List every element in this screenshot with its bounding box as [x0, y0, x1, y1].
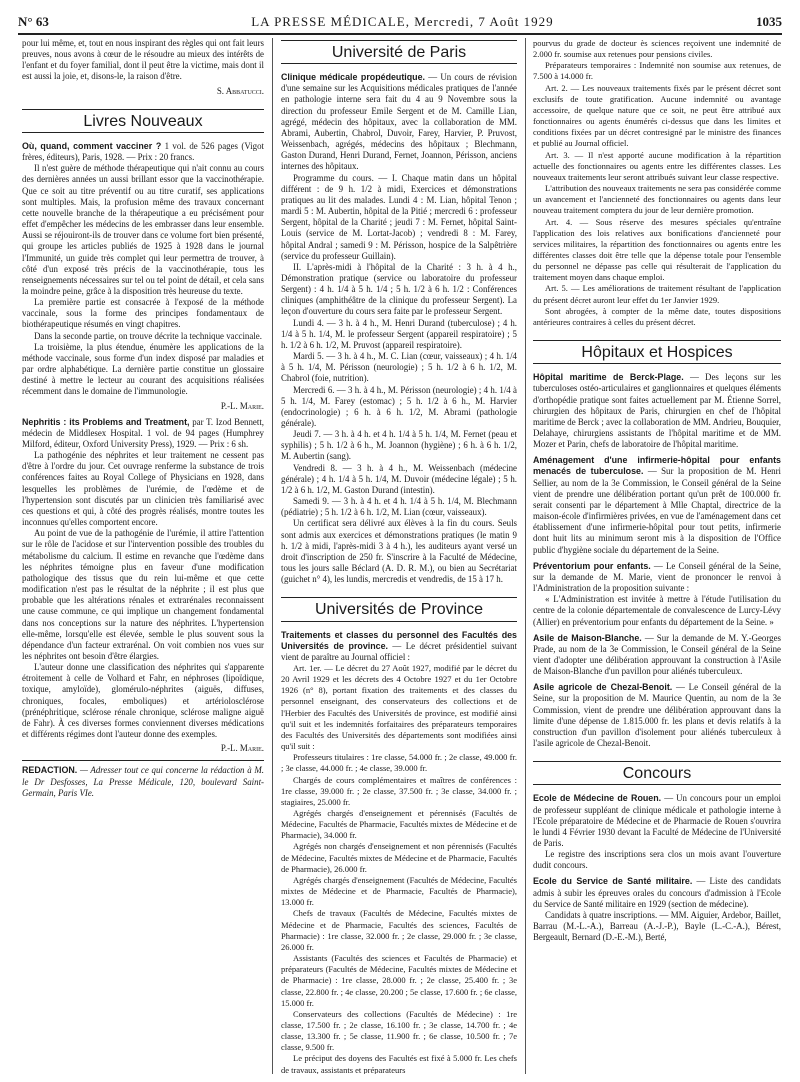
review-paragraph: Il n'est guère de méthode thérapeutique qui n'ait connu au cours des dernières années un aussi brillant essor que la vaccinothérapie. Que ce soit au titre préventif ou au titre curatif, ses applications sont multiples. Mais, la profusion même des travaux concernant cette nouvelle branche de la thérapeutique a eu précisément pour effet d'empêcher les médecins de les embrasser dans leur ensemble. Aussi se réjouiront-ils de trouver dans ce volume fort bien présenté, qui groupe les articles publiés de 1925 à 1928 dans le journal l'Immunité, un guide très complet qui leur permettra de trouver, à côté d'un exposé très précis de la vaccinothérapie, tous les renseignements nécessaires sur tel ou tel point de détail, et cela sans la moindre peine, grâce à la disposition très heureuse du texte.	[22, 163, 264, 296]
column-divider	[272, 38, 273, 1074]
notice-paragraph: Un certificat sera délivré aux élèves à la fin du cours. Seuls sont admis aux exercices et démonstrations pratiques (le matin 9 h. 1/2 à midi, l'après-midi 3 à 4 h.), les auditeurs ayant versé un droit d'inscription de 250 fr. S'inscrire à la Faculté de Médecine, tous les jours salle Béclard (A. D. R. M.), ou bien au Secrétariat (guichet n° 4), les lundis, mercredis et vendredis, de 15 à 17 h.	[281, 518, 517, 585]
review-paragraph: Dans la seconde partie, on trouve décrite la technique vaccinale.	[34, 330, 262, 341]
notice-text: — Liste des candidats admis à subir les épreuves orales du concours d'admission à l'Ecole du Service de Santé militaire en 1929 (section de médecine).	[533, 876, 781, 909]
decree-paragraph: Conservateurs des collections (Facultés de Médecine) : 1re classe, 17.500 fr. ; 2e classe, 16.100 fr. ; 3e classe, 14.700 fr. ; 4e classe, 13.300 fr. ; 5e classe, 11.900 fr. ; 6e classe, 10.500 fr. ; 7e classe, 9.500 fr.	[281, 1008, 517, 1053]
column-divider	[525, 38, 526, 1074]
schedule-entry: Vendredi 8. — 3 h. à 4 h., M. Weissenbach (médecine générale) ; 4 h. 1/4 à 5 h. 1/4, M. Duvoir (médecine légale) ; 5 h. 1/2 à 6 h. 1/2, M. Gaston Durand (intestin).	[281, 462, 517, 495]
notice-rouen	[533, 793, 781, 849]
redaction-label: REDACTION.	[22, 765, 78, 776]
decree-paragraph: Le préciput des doyens des Facultés est fixé à 5.000 fr. Les chefs de travaux, assistants et préparateurs	[281, 1053, 517, 1074]
notice-text: — Le Conseil général de la Seine, sur la proposition de M. Maurice Quentin, au nom de la 3e Commission, vient de prendre une délibération approuvant dans la limite d'une dépense de 1.815.000 fr. les plans et devis relatifs à la construction d'un pavillon d'isolement pour aliénés tuberculeux à l'asile agricole de Chezal-Benoit.	[533, 682, 781, 749]
notice-title: Ecole de Médecine de Rouen.	[533, 793, 662, 804]
decree-paragraph: Préparateurs temporaires : Indemnité non soumise aux retenues, de 7.500 à 14.000 fr.	[533, 60, 781, 82]
reviewer-signature: P.-L. Marie.	[220, 743, 264, 754]
column-right	[533, 38, 781, 1074]
notice-text: — Un concours pour un emploi de professeur suppléant de clinique médicale et pathologie interne à l'Ecole préparatoire de Médecine et de Pharmacie de Rouen s'ouvrira le lundi 4 Février 1930 devant la Faculté de Médecine de l'Université de Paris.	[533, 793, 781, 848]
schedule-entry: Mercredi 6. — 3 h. à 4 h., M. Périsson (neurologie) ; 4 h. 1/4 à 5 h. 1/4, M. Farey (estomac) ; 5 h. 1/2 à 6 h., M. Harvier (endocrinologie) ; 6 h. à 6 h. 1/2, M. Abrami (pathologie générale).	[281, 384, 517, 428]
notice-maison-blanche	[533, 633, 781, 678]
book-title: Nephritis : its Problems and Treatment,	[22, 416, 190, 427]
notice-berck	[533, 372, 781, 450]
reviewer-signature: P.-L. Marie.	[220, 400, 264, 411]
notice-paragraph: Candidats à quatre inscriptions. — MM. Aiguier, Ardebor, Baillet, Barrau (M.-L.-A.), Barreau (A.-J.-P.), Bayle (L.-C.-A.), Bérest, Bergeault, Bernard (D.-E.-M.), Berté,	[533, 909, 781, 943]
section-title-concours: Concours	[533, 761, 781, 785]
notice-title: Clinique médicale propédeutique.	[281, 72, 426, 83]
page-number: 1035	[756, 14, 782, 29]
notice-paragraph: Programme du cours. — I. Chaque matin dans un hôpital différent : de 9 h. 1/2 à midi, Exercices et démonstrations pratiques au lit des malades. Lundi 4 : M. Lian, hôpital Tenon ; mardi 5 : M. Aubertin, hôpital de la Pitié ; mercredi 6 : professeur Sergent, hôpital de la Charité ; jeudi 7 : M. Fernet, hôpital Saint-Louis (service de M. Lortat-Jacob) ; vendredi 8 : M. Farey, hôpital Andral ; samedi 9 : M. Périsson, hospice de la Salpêtrière (service du professeur Guillain).	[281, 172, 517, 261]
notice-preventorium	[533, 561, 781, 594]
notice-text: — Un cours de révision d'une semaine sur les Acquisitions médicales pratiques de l'année en pathologie interne sera fait du 4 au 9 Novembre sous la direction du professeur Emile Sergent et de M. Camille Lian, agrégé, médecin des hôpitaux, avec la collaboration de MM. Abrami, Aubertin, Chabrol, Duvoir, Farey, Harvier, P. Pruvost, Weissenbach, agrégés, médecins des hôpitaux ; Blechmann, Gaston Durand, Henri Durand, Fernet, Joannon, Périsson, anciens internes des hôpitaux.	[281, 72, 517, 172]
column-left	[22, 38, 264, 1074]
decree-paragraph: Agrégés chargés d'enseignement (Facultés de Médecine, Facultés mixtes de Médecine et de Pharmacie, Facultés de Pharmacie), 13.000 fr.	[281, 874, 517, 908]
schedule-entry: Mardi 5. — 3 h. à 4 h., M. C. Lian (cœur, vaisseaux) ; 4 h. 1/4 à 5 h. 1/4, M. Périsson (neurologie) ; 5 h. 1/2 à 6 h. 1/2, M. Chabrol (foie, nutrition).	[281, 351, 517, 384]
decree-paragraph: Art. 3. — Il n'est apporté aucune modification à la répartition actuelle des fonctionnaires ou agents entre les différentes classes. Les nouveaux traitements leur seront attribués suivant leur classe respective.	[533, 149, 781, 182]
decree-paragraph: Art. 5. — Les améliorations de traitement résultant de l'application du présent décret auront leur effet du 1er Janvier 1929.	[533, 283, 781, 305]
notice-traitements	[281, 630, 517, 663]
notice-title: Préventorium pour enfants.	[533, 560, 651, 571]
notice-title: Ecole du Service de Santé militaire.	[533, 876, 693, 887]
intro-paragraph: pour lui même, et, tout en nous inspirant des règles qui ont fait leurs preuves, nous avons à cœur de le résoudre au mieux des intérêts de l'enfant et du foyer familial, dont il peut être la victime, mais dont il est aussi la joie, et, disons-le, la raison d'être.	[22, 38, 264, 82]
book-title: Où, quand, comment vacciner ?	[22, 140, 162, 151]
redaction-text: — Adresser tout ce qui concerne la rédaction à M. le Dr Desfosses, La Presse Médicale, 120, boulevard Saint-Germain, Paris VIe.	[22, 765, 264, 798]
decree-paragraph: Chargés de cours complémentaires et maîtres de conférences : 1re classe, 39.000 fr. ; 2e classe, 37.500 fr. ; 3e classe, 34.000 fr. ; stagiaires, 25.000 fr.	[281, 774, 517, 807]
notice-title: Aménagement d'une infirmerie-hôpital pour enfants menacés de tuberculose.	[533, 455, 781, 477]
book-reference: 1 vol. de 526 pages (Vigot frères, éditeurs), Paris, 1928. — Prix : 20 francs.	[22, 140, 264, 163]
decree-continuation: pourvus du grade de docteur ès sciences reçoivent une indemnité de 2.000 fr. soumise aux retenues pour pensions civiles.	[533, 38, 781, 60]
notice-title: Asile de Maison-Blanche.	[533, 632, 642, 643]
decree-paragraph: Art. 1er. — Le décret du 27 Août 1927, modifié par le décret du 20 Avril 1929 et les décrets des 4 Octobre 1927 et du 1er Octobre 1926 (n° 8), portant fixation des traitements et des classes du personnel enseignant, des conservateurs des collections et de l'Herbier des Facultés des Universités de province, est modifié ainsi qu'il suit et les indemnités forfaitaires des préparateurs temporaires des Facultés des Universités des départements sont modifiées ainsi qu'il suit :	[281, 662, 517, 752]
author-signature: S. Abbatucci.	[216, 85, 264, 96]
review-paragraph: L'auteur donne une classification des néphrites qui s'apparente étroitement à celle de Volhard et Fahr, en néphroses (lipoïdique, toxique, amyloïde), glomérulo-néphrites (aiguës, diffuses, chroniques, focales, emboliques) et artériolosclérose (prénéphritique, sclérose rénale chronique, sclérose maligne aiguë de Fahr). À ces diverses formes conviennent diverses médications et différents régimes dont l'auteur donne des exemples.	[22, 662, 264, 740]
notice-infirmerie	[533, 455, 781, 555]
decree-paragraph: Agrégés non chargés d'enseignement et non pérennisés (Facultés de Médecine, Facultés mixtes de Médecine et de Pharmacie, Facultés de Pharmacie), 26.000 fr.	[281, 841, 517, 874]
section-title-hopitaux: Hôpitaux et Hospices	[533, 340, 781, 364]
review-paragraph: La première partie est consacrée à l'exposé de la méthode vaccinale, sous la forme des principes fondamentaux de biothérapeutique résumés en vingt chapitres.	[22, 297, 264, 330]
notice-text: — Des leçons sur les tuberculoses ostéo-articulaires et ganglionnaires et quelques éléments d'orthopédie pratique sont faites actuellement par M. Étienne Sorrel, chirurgien des hôpitaux de Paris, chirurgien en chef de l'hôpital maritime de Berck ; avec la collaboration de MM. Andrieu, Bouquier, Delahaye, chirurgiens assistants de l'hôpital maritime et de MM. Mozer et Parin, chefs de laboratoire de l'hôpital maritime.	[533, 372, 781, 450]
notice-paragraph: Le registre des inscriptions sera clos un mois avant l'ouverture dudit concours.	[533, 849, 781, 871]
notice-text: — Sur la demande de M. Y.-Georges Prade, au nom de la 3e Commission, le Conseil général de la Seine vient d'adopter une délibération approuvant la construction à l'Asile de Maison-Blanche d'un pavillon pour aliénés tuberculeux.	[533, 632, 781, 677]
decree-paragraph: Art. 2. — Les nouveaux traitements fixés par le présent décret sont exclusifs de toute gratification. Aucune indemnité ou avantage accessoire, de quelque nature que ce soit, ne peut être attribué aux fonctionnaires ou agents énumérés ci-dessus que dans les limites et conditions fixées par un décret contresigné par le ministre des finances et publié au Journal officiel.	[533, 82, 781, 149]
schedule-entry: Jeudi 7. — 3 h. à 4 h. et 4 h. 1/4 à 5 h. 1/4, M. Fernet (peau et syphilis) ; 5 h. 1/2 à 6 h., M. Joannon (hygiène) ; 6 h. à 6 h. 1/2, M. Aubertin (sang).	[281, 429, 517, 462]
notice-title: Hôpital maritime de Berck-Plage.	[533, 372, 684, 383]
schedule-entry: Samedi 9. — 3 h. à 4 h. et 4 h. 1/4 à 5 h. 1/4, M. Blechmann (pédiatrie) ; 5 h. 1/2 à 6 h. 1/2, M. Lian (cœur, vaisseaux).	[281, 496, 517, 518]
decree-paragraph: Chefs de travaux (Facultés de Médecine, Facultés mixtes de Médecine et de Pharmacie, Facultés des sciences, Facultés de Pharmacie) : 1re classe, 32.000 fr. ; 2e classe, 29.000 fr. ; 3e classe, 26.000 fr.	[281, 908, 517, 952]
section-title-province: Universités de Province	[281, 597, 517, 621]
redaction-notice	[22, 760, 264, 798]
decree-paragraph: Assistants (Facultés des sciences et Facultés de Pharmacie) et préparateurs (Facultés de Médecine, Facultés mixtes de Médecine et de Pharmacie) : 1re classe, 28.000 fr. ; 2e classe, 25.400 fr. ; 3e classe, 22.800 fr. ; 4e classe, 20.200 ; 5e classe, 17.600 fr. ; 6e classe, 15.000 fr.	[281, 953, 517, 1008]
page-header	[18, 8, 782, 35]
newspaper-masthead: LA PRESSE MÉDICALE, Mercredi, 7 Août 1929	[251, 14, 554, 29]
book-review-2	[22, 417, 264, 450]
decree-paragraph: Art. 4. — Sous réserve des mesures spéciales qu'entraîne l'application des lois relatives aux bonifications d'ancienneté pour services militaires, la répartition des fonctionnaires ou agents entre les différentes classes doit être telle que la dépense totale pour l'ensemble du personnel ne dépasse pas celle qui résulterait de l'application du traitement moyen dans chaque emploi.	[533, 216, 781, 283]
notice-paragraph: « L'Administration est invitée à mettre à l'étude l'utilisation du centre de la colonie départementale de convalescence de Lurcy-Lévy (Allier) en préventorium pour enfants du département de la Seine. »	[533, 594, 781, 627]
notice-paragraph: II. L'après-midi à l'hôpital de la Charité : 3 h. à 4 h., Démonstration pratique (service ou laboratoire du professeur Sergent) : 4 h. 1/4 à 5 h. 1/4 ; 5 h. 1/2 à 6 h. 1/2 : Conférences cliniques (amphithéâtre de la clinique du professeur Sergent). La leçon d'ouverture du cours sera faite par le professeur Sergent.	[281, 261, 517, 317]
review-paragraph: La pathogénie des néphrites et leur traitement ne cessent pas d'être à l'ordre du jour. Cet ouvrage renferme la substance de trois conférences faites au Royal College of Physicians en 1928, dans lesquelles les problèmes de l'urémie, de l'œdème et de l'hypertension sont discutés par un clinicien très familiarisé avec ces questions et qui, à côté des progrès réalisés, montre toutes les inconnues qu'elles comportent encore.	[22, 450, 264, 528]
decree-paragraph: L'attribution des nouveaux traitements ne sera pas considérée comme un avancement et l'ancienneté des fonctionnaires ou agents dans leur nouveau traitement comptera du jour de leur dernière promotion.	[533, 183, 781, 216]
section-title-livres: Livres Nouveaux	[22, 109, 264, 133]
decree-paragraph: Agrégés chargés d'enseignement et pérennisés (Facultés de Médecine, Facultés de Pharmacie, Facultés mixtes de Médecine et de Pharmacie), 34.000 fr.	[281, 808, 517, 841]
notice-clinique	[281, 72, 517, 172]
book-reference: par T. Izod Bennett, médecin de Middlesex Hospital. 1 vol. de 94 pages (Humphrey Milford, éditeur, Oxford University Press), 1929. — Prix : 6 sh.	[22, 416, 264, 449]
book-review-1	[22, 141, 264, 163]
notice-text: — Le décret présidentiel suivant vient de paraître au Journal officiel :	[281, 640, 517, 662]
notice-chezal-benoit	[533, 682, 781, 749]
review-paragraph: La troisième, la plus étendue, énumère les applications de la méthode vaccinale, sous forme d'un index disposé par maladies et par ordre alphabétique. La dernière partie constitue un glossaire destiné à mettre le lecteur au courant des acquisitions réalisées récemment dans le domaine de l'immunologie.	[22, 341, 264, 397]
schedule-entry: Lundi 4. — 3 h. à 4 h., M. Henri Durand (tuberculose) ; 4 h. 1/4 à 5 h. 1/4, M. le professeur Sergent (appareil respiratoire) ; 5 h. 1/2 à 6 h. 1/2, M. Pruvost (appareil respiratoire).	[281, 317, 517, 350]
decree-paragraph: Sont abrogées, à compter de la même date, toutes dispositions antérieures contraires à celles du présent décret.	[533, 305, 781, 327]
decree-paragraph: Professeurs titulaires : 1re classe, 54.000 fr. ; 2e classe, 49.000 fr. ; 3e classe, 44.000 fr. ; 4e classe, 39.000 fr.	[281, 752, 517, 774]
notice-title: Traitements et classes du personnel des Facultés des Universités de province.	[281, 629, 517, 651]
notice-militaire	[533, 876, 781, 909]
column-middle	[281, 38, 517, 1074]
section-title-paris: Université de Paris	[281, 40, 517, 64]
notice-title: Asile agricole de Chezal-Benoit.	[533, 682, 673, 693]
issue-number: N° 63	[18, 14, 49, 29]
notice-text: — Le Conseil général de la Seine, sur la demande de M. Marie, vient de prononcer le renvoi à l'Administration de la proposition suivante :	[533, 560, 781, 594]
review-paragraph: Au point de vue de la pathogénie de l'urémie, il attire l'attention sur le rôle de l'acidose et sur l'intervention possible des troubles du métabolisme du calcium. Il estime en revanche que l'œdème dans les néphrites témoigne plus en faveur d'une modification pathologique des tissus que du rein lui-même et que cette modification n'est pas le résultat de la néphrite ; il est plus que probable que les altérations rénales et extrarénales reconnaissent une cause commune, ce qui implique un changement fondamental dans nos conceptions sur la nature des néphrites. L'hypertension elle-même, lorsqu'elle est élevée, semble le plus souvent sous la dépendance d'un facteur extrarénal. On voit combien nos vues sur les néphrites ont besoin d'être élargies.	[22, 528, 264, 661]
notice-text: — Sur la proposition de M. Henri Sellier, au nom de la 3e Commission, le Conseil général de la Seine vient de prendre une délibération portant qu'un prêt de 100.000 fr. serait consenti par le département à Mlle Chaptal, directrice de la maison-école d'infirmières privées, en vue de l'aménagement dans cet établissement d'une infirmerie-hôpital pour tout petits, infirmerie dont huit lits au minimum seront mis à la disposition de l'Office public d'hygiène sociale du département de la Seine.	[533, 466, 781, 555]
